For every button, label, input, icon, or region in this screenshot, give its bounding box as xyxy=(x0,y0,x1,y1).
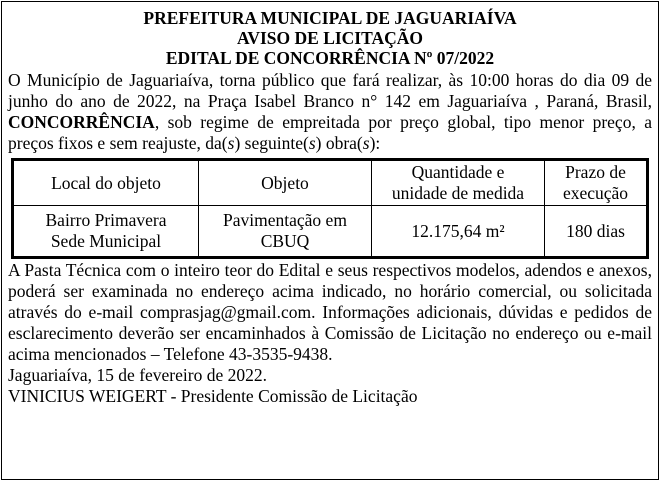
header-objeto xyxy=(199,160,372,206)
edital-title: EDITAL DE CONCORRÊNCIA Nº 07/2022 xyxy=(165,48,495,68)
intro-plural-2: s xyxy=(308,133,316,153)
cell-quantidade xyxy=(372,206,545,258)
header-prazo xyxy=(545,160,648,206)
date-line: Jaguariaíva, 15 de fevereiro de 2022. xyxy=(8,365,267,385)
municipality-title: PREFEITURA MUNICIPAL DE JAGUARIAÍVA xyxy=(143,8,517,28)
body-paragraph: A Pasta Técnica com o inteiro teor do Edital e seus respectivos modelos, adendos e anexos, poderá ser examinada no endereço acima indicado, no horário comercial, ou solicitada através do e-mail comprasjag@gmail.com. Informações adicionais, dúvidas e pedidos de esclarecimento deverão ser encaminhados à Comissão de Licitação no endereço ou e-mail acima mencionados – Telefone 43-3535-9438. xyxy=(8,260,652,364)
header-quantidade-line1: Quantidade e xyxy=(411,162,505,182)
cell-objeto-line1: Pavimentação em xyxy=(223,210,347,230)
intro-text-3: ) seguinte( xyxy=(234,133,309,153)
cell-quantidade-value: 12.175,64 m² xyxy=(411,220,505,241)
header-prazo-line2: execução xyxy=(562,183,629,203)
intro-bold: CONCORRÊNCIA xyxy=(8,112,155,132)
signature-line: VINICIUS WEIGERT - Presidente Comissão de Licitação xyxy=(8,386,418,406)
intro-plural-1: s xyxy=(227,133,235,153)
header-objeto-label: Objeto xyxy=(261,172,309,193)
cell-local-line1: Bairro Primavera xyxy=(45,210,167,230)
intro-paragraph xyxy=(2,70,658,154)
cell-local-line2: Sede Municipal xyxy=(50,231,162,251)
cell-prazo-value: 180 dias xyxy=(566,220,625,241)
notice-type-title: AVISO DE LICITAÇÃO xyxy=(236,28,424,48)
works-table xyxy=(11,158,649,259)
header-local xyxy=(13,160,199,206)
intro-text-1: O Município de Jaguariaíva, torna público que fará realizar, às 10:00 horas do dia 09 de junho do ano de 2022, na Praça Isabel Branco n° 142 em Jaguariaíva , Paraná, Brasil, xyxy=(8,70,652,111)
intro-text-5: ): xyxy=(369,133,381,153)
cell-prazo xyxy=(545,206,648,258)
table-row xyxy=(13,206,648,258)
table-header-row xyxy=(13,160,648,206)
notice-frame xyxy=(1,1,659,480)
intro-text-2: , sob regime de empreitada por preço global, tipo menor preço, a preços fixos e sem reajuste, da( xyxy=(8,112,652,153)
header-local-label: Local do objeto xyxy=(51,172,161,193)
cell-local xyxy=(13,206,199,258)
header-quantidade-line2: unidade de medida xyxy=(391,183,525,203)
header-quantidade xyxy=(372,160,545,206)
notice-header xyxy=(2,2,658,68)
cell-objeto-line2: CBUQ xyxy=(260,231,310,251)
intro-plural-3: s xyxy=(362,133,370,153)
header-prazo-line1: Prazo de xyxy=(565,162,626,182)
cell-objeto xyxy=(199,206,372,258)
intro-text-4: ) obra( xyxy=(315,133,363,153)
